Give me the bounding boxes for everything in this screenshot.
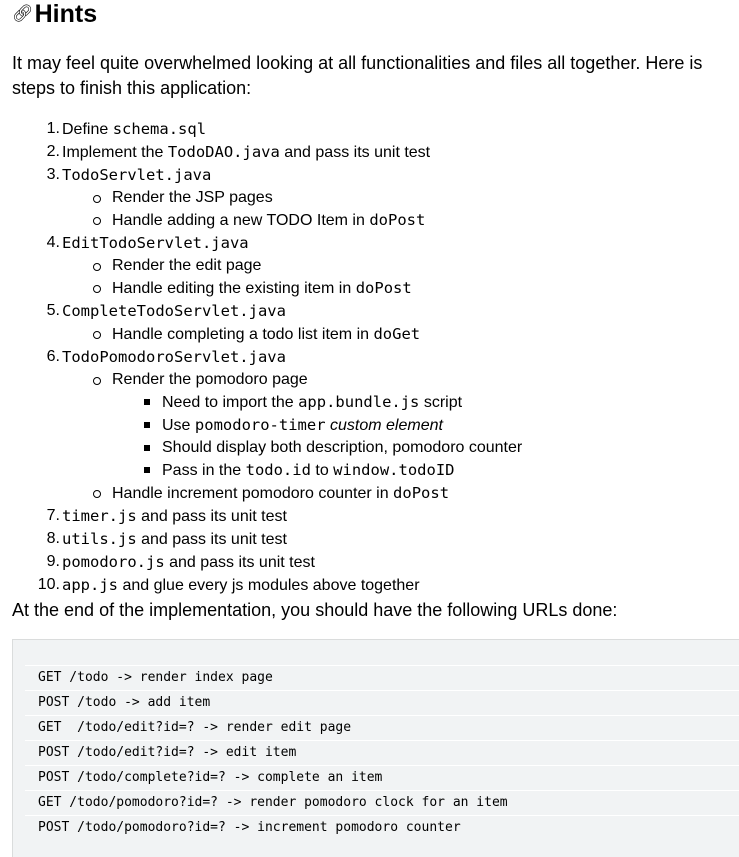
- code-line: GET /todo/pomodoro?id=? -> render pomodoro clock for an item: [25, 790, 739, 814]
- list-item: 6. TodoPomodoroServlet.java Render the pomodoro page Need to import the app.bundle.js script Use pomodoro-timer custom element Should display both description, pomodoro counter Pass in the todo.id to window.todoID Handle increment pomodoro counter in doPost: [62, 346, 522, 505]
- sub-list: [62, 187, 522, 232]
- list-item: 4. EditTodoServlet.java Render the edit page Handle editing the existing item in doPost: [62, 232, 522, 300]
- sub-list-item: Render the JSP pages: [112, 187, 522, 209]
- sub-list: [62, 323, 522, 346]
- code-line: GET /todo -> render index page: [25, 665, 739, 689]
- sub-sub-list-item: Use pomodoro-timer custom element: [162, 414, 522, 437]
- steps-list: [37, 118, 523, 597]
- sub-list: [62, 255, 522, 300]
- sub-list-item: Handle increment pomodoro counter in doPost: [112, 482, 522, 505]
- list-item: 5. CompleteTodoServlet.java Handle completing a todo list item in doGet: [62, 300, 522, 346]
- sub-list-item: Handle adding a new TODO Item in doPost: [112, 209, 522, 232]
- sub-list: [62, 369, 522, 505]
- list-item: 7. timer.js and pass its unit test: [46, 507, 287, 525]
- sub-list-item: Render the pomodoro page Need to import the app.bundle.js script Use pomodoro-timer custom element Should display both description, pomodoro counter Pass in the todo.id to window.todoID: [112, 369, 522, 482]
- intro-paragraph: [12, 51, 739, 101]
- sub-sub-list-item: Need to import the app.bundle.js script: [162, 391, 522, 414]
- list-item: 2. Implement the TodoDAO.java and pass its unit test: [46, 143, 431, 161]
- intro-text: It may feel quite overwhelmed looking at all functionalities and files all together. Here is steps to finish this application:: [12, 53, 703, 98]
- outro-paragraph: At the end of the implementation, you should have the following URLs done:: [12, 600, 618, 620]
- list-item: 10. app.js and glue every js modules above together: [37, 576, 420, 594]
- sub-list-item: Handle completing a todo list item in doGet: [112, 323, 522, 346]
- list-item: 8. utils.js and pass its unit test: [46, 530, 287, 548]
- code-line: POST /todo/complete?id=? -> complete an item: [25, 765, 739, 789]
- list-item: 9. pomodoro.js and pass its unit test: [46, 553, 315, 571]
- list-item: 1. Define schema.sql: [46, 120, 207, 138]
- url-code-block: [12, 639, 739, 857]
- sub-list-item: Handle editing the existing item in doPost: [112, 277, 522, 300]
- heading-title: Hints: [34, 0, 98, 28]
- sub-sub-list-item: Pass in the todo.id to window.todoID: [162, 459, 522, 482]
- link-icon[interactable]: 🔗︎: [12, 4, 34, 23]
- code-line: GET /todo/edit?id=? -> render edit page: [25, 715, 739, 739]
- code-line: POST /todo -> add item: [25, 690, 739, 714]
- code-line: POST /todo/pomodoro?id=? -> increment pomodoro counter: [25, 815, 739, 839]
- list-item: 3. TodoServlet.java Render the JSP pages Handle adding a new TODO Item in doPost: [62, 164, 522, 232]
- hints-heading: [12, 0, 97, 30]
- code-line: POST /todo/edit?id=? -> edit item: [25, 740, 739, 764]
- sub-sub-list-item: Should display both description, pomodoro counter: [162, 437, 522, 459]
- sub-list-item: Render the edit page: [112, 255, 522, 277]
- sub-sub-list: [112, 391, 522, 482]
